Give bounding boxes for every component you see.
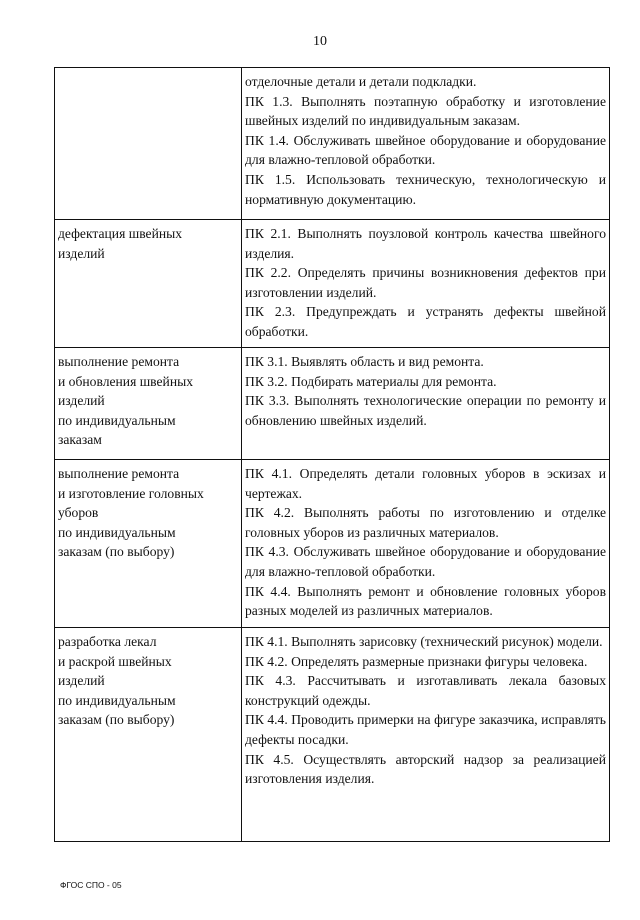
activity-line: уборов [58, 505, 99, 521]
competency-item: ПК 4.2. Выполнять работы по изготовлению и отделке головных уборов из различных материалов. [245, 505, 606, 540]
activity-line: заказам [58, 432, 102, 448]
table-row [55, 220, 610, 348]
competency-item: ПК 1.4. Обслуживать швейное оборудование и оборудование для влажно-тепловой обработки. [245, 132, 606, 168]
activity-line: выполнение ремонта [58, 466, 180, 481]
competency-item: ПК 3.3. Выполнять технологические операции по ремонту и обновлению швейных изделий. [245, 393, 606, 428]
activity-line: заказам (по выбору) [58, 712, 175, 728]
page-number: 10 [313, 34, 327, 49]
competency-item: ПК 2.1. Выполнять поузловой контроль качества швейного изделия. [245, 226, 606, 261]
competency-item: ПК 1.3. Выполнять поэтапную обработку и изготовление швейных изделий по индивидуальным заказам. [245, 93, 606, 129]
activity-line: дефектация швейных [58, 226, 183, 241]
competency-item: ПК 4.1. Выполнять зарисовку (технический рисунок) модели. [245, 634, 603, 649]
competency-item: ПК 3.1. Выявлять область и вид ремонта. [245, 354, 484, 369]
activity-cell [55, 460, 242, 628]
activity-line: заказам (по выбору) [58, 544, 175, 560]
activity-line: по индивидуальным [58, 524, 176, 540]
activity-line: по индивидуальным [58, 692, 176, 708]
competency-item: ПК 1.5. Использовать техническую, технологическую и нормативную документацию. [245, 171, 606, 207]
table-row [55, 348, 610, 460]
activity-line: по индивидуальным [58, 412, 176, 428]
competency-cell [242, 348, 610, 460]
competency-item: ПК 4.5. Осуществлять авторский надзор за реализацией изготовления изделия. [245, 751, 606, 787]
competency-item: ПК 4.3. Обслуживать швейное оборудование и оборудование для влажно-тепловой обработки. [245, 544, 606, 579]
activity-line: выполнение ремонта [58, 354, 180, 369]
activity-line: изделий [58, 393, 105, 409]
activity-cell [55, 348, 242, 460]
activity-line: и обновления швейных [58, 373, 194, 389]
competency-item: отделочные детали и детали подкладки. [245, 74, 477, 89]
competency-table [54, 67, 610, 842]
competency-item: ПК 4.3. Рассчитывать и изготавливать лекала базовых конструкций одежды. [245, 673, 606, 708]
activity-cell [55, 220, 242, 348]
activity-line: изделий [58, 245, 105, 261]
competency-item: ПК 2.2. Определять причины возникновения дефектов при изготовлении изделий. [245, 265, 606, 300]
table-row [55, 628, 610, 842]
competency-cell [242, 628, 610, 842]
table-row [55, 68, 610, 220]
competency-item: ПК 4.4. Проводить примерки на фигуре заказчика, исправлять дефекты посадки. [245, 712, 606, 747]
activity-line: и изготовление головных [58, 485, 204, 501]
competency-item: ПК 4.4. Выполнять ремонт и обновление головных уборов разных моделей из различных материалов. [245, 583, 606, 619]
competency-item: ПК 2.3. Предупреждать и устранять дефекты швейной обработки. [245, 304, 606, 339]
footer-code: ФГОС СПО - 05 [60, 880, 122, 890]
activity-line: изделий [58, 673, 105, 689]
competency-item: ПК 4.1. Определять детали головных уборов в эскизах и чертежах. [245, 466, 606, 501]
competency-item: ПК 4.2. Определять размерные признаки фигуры человека. [245, 653, 588, 669]
activity-line: разработка лекал [58, 634, 157, 649]
competency-cell [242, 460, 610, 628]
competency-cell [242, 220, 610, 348]
table-row [55, 460, 610, 628]
activity-cell [55, 628, 242, 842]
competency-item: ПК 3.2. Подбирать материалы для ремонта. [245, 373, 497, 389]
activity-cell [55, 68, 242, 220]
activity-line: и раскрой швейных [58, 653, 172, 669]
competency-cell [242, 68, 610, 220]
